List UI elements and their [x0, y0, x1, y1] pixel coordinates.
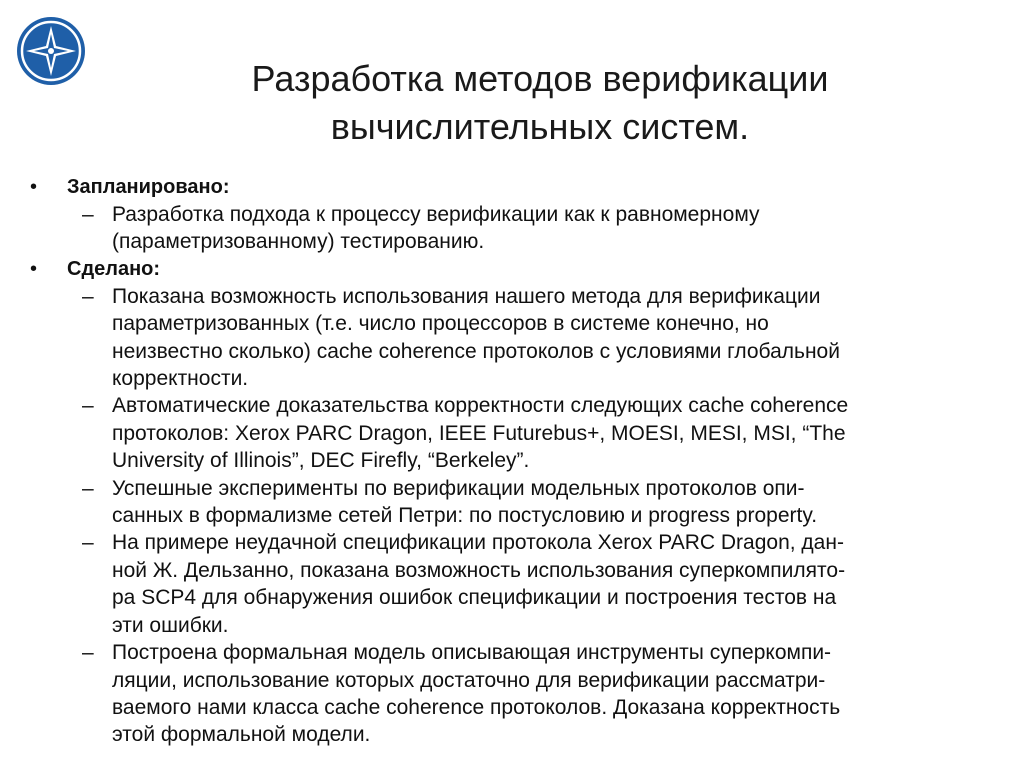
- item-text-line: Успешные эксперименты по верификации модельных протоколов опи-: [112, 476, 805, 500]
- item-text-line: ваемого нами класса cache coherence протоколов. Доказана корректность: [112, 695, 841, 719]
- bullet-marker: •: [30, 176, 38, 198]
- list-item: [28, 475, 1018, 530]
- item-text-line: протоколов: Xerox PARC Dragon, IEEE Futurebus+, MOESI, MESI, MSI, “The: [112, 421, 846, 445]
- dash-marker: –: [82, 284, 94, 308]
- page-title: [120, 55, 960, 151]
- item-text-line: (параметризованному) тестированию.: [112, 230, 485, 254]
- item-text-line: эти ошибки.: [112, 613, 229, 637]
- item-text-line: неизвестно сколько) cache coherence протоколов с условиями глобальной: [112, 339, 840, 363]
- section-label: Сделано:: [67, 257, 161, 280]
- item-text-line: этой формальной модели.: [112, 723, 371, 747]
- list-item: [28, 392, 1018, 474]
- item-text-line: ной Ж. Дельзанно, показана возможность использования суперкомпилято-: [112, 558, 846, 582]
- title-line: вычислительных систем.: [330, 106, 750, 147]
- title-line: Разработка методов верификации: [251, 58, 829, 99]
- item-text-line: Показана возможность использования нашего метода для верификации: [112, 284, 821, 308]
- item-text-line: ра SCP4 для обнаружения ошибок спецификации и построения тестов на: [112, 586, 837, 610]
- list-item: [28, 283, 1018, 393]
- item-text-line: санных в формализме сетей Петри: по постусловию и progress property.: [112, 504, 818, 528]
- dash-marker: –: [82, 476, 94, 500]
- section-heading: [28, 174, 1018, 201]
- item-text-line: корректности.: [112, 367, 249, 391]
- section-label: Запланировано:: [67, 176, 230, 198]
- slide-content: [28, 174, 1018, 749]
- item-text-line: Автоматические доказательства корректности следующих cache coherence: [112, 394, 849, 418]
- dash-marker: –: [82, 641, 94, 665]
- dash-marker: –: [82, 394, 94, 418]
- dash-marker: –: [82, 531, 94, 555]
- list-item: [28, 201, 1018, 256]
- item-text-line: Разработка подхода к процессу верификации как к равномерному: [112, 203, 760, 226]
- section-heading: [28, 256, 1018, 283]
- item-text-line: University of Illinois”, DEC Firefly, “Berkeley”.: [112, 449, 530, 473]
- item-text-line: Построена формальная модель описывающая инструменты суперкомпи-: [112, 641, 832, 665]
- item-text-line: ляции, использование которых достаточно для верификации рассматри-: [112, 668, 826, 692]
- list-item: [28, 529, 1018, 639]
- dash-marker: –: [82, 203, 94, 226]
- bullet-marker: •: [30, 257, 38, 280]
- item-text-line: параметризованных (т.е. число процессоров в системе конечно, но: [112, 312, 769, 336]
- logo-icon: [16, 16, 86, 86]
- list-item: [28, 639, 1018, 749]
- item-text-line: На примере неудачной спецификации протокола Xerox PARC Dragon, дан-: [112, 531, 844, 555]
